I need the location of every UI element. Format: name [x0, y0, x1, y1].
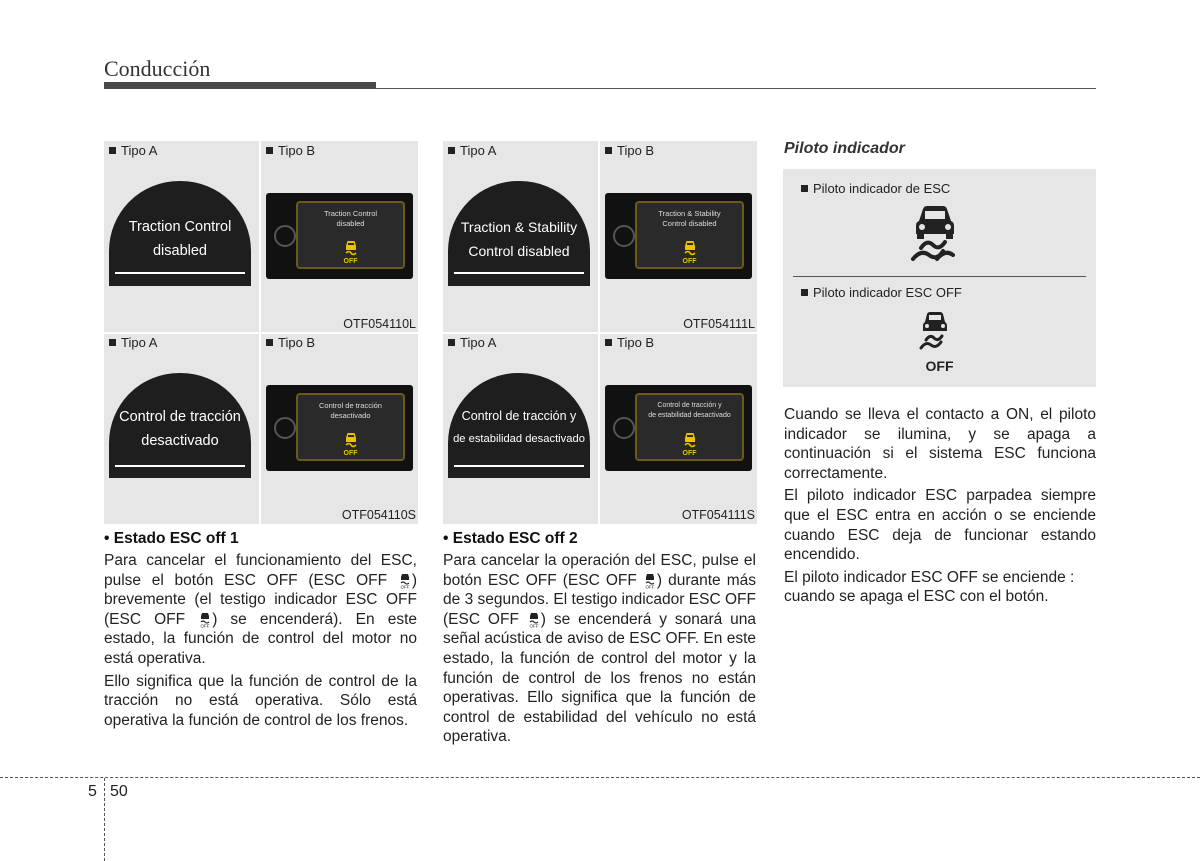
esc-off-inline-icon: [198, 610, 212, 628]
esc-off-inline-icon: [527, 610, 541, 628]
gauge-message-line2: desactivado: [141, 433, 219, 449]
type-b-label: Tipo B: [605, 143, 654, 158]
gauge-message-line2: de estabilidad desactivado: [453, 433, 585, 445]
gauge-display: [448, 373, 590, 478]
header-rule-thick: [104, 82, 376, 89]
cluster-display: [266, 385, 413, 471]
gauge-message-line1: Traction & Stability: [460, 219, 578, 235]
figure-esc-off-2: [443, 141, 757, 524]
gauge-display: [109, 181, 251, 286]
gauge-message-line1: Control de tracción y: [461, 409, 577, 423]
type-b-label: Tipo B: [605, 335, 654, 350]
svg-text:OFF: OFF: [200, 623, 210, 628]
type-a-label: Tipo A: [109, 335, 157, 350]
indicator-section-title: Piloto indicador: [784, 140, 905, 157]
gauge-message-line2: Control disabled: [468, 243, 570, 259]
footer-divider: [0, 777, 1200, 778]
figure-code: OTF054110L: [343, 317, 416, 331]
gauge-display: [109, 373, 251, 478]
esc-off-icon: [681, 237, 699, 257]
cluster-off-text: OFF: [682, 450, 697, 457]
esc-off-icon: [681, 429, 699, 449]
gauge-display: [448, 181, 590, 286]
cluster-message-line1: Control de tracción: [319, 401, 382, 410]
figure-code: OTF054111L: [683, 317, 755, 331]
svg-text:OFF: OFF: [529, 623, 539, 628]
cluster-message-line1: Traction Control: [323, 209, 378, 218]
cluster-message-line2: disabled: [336, 218, 365, 228]
figure-indicator-lights: [783, 169, 1096, 387]
text-indicator: Cuando se lleva el contacto a ON, el piloto indicador se ilumina, y se apaga a continuación si el sistema ESC funciona correctamente. El piloto indicador ESC parpadea siempre que el ESC entra en acción o se enciende cuando ESC deja de funcionar estando encendido. El piloto indicador ESC OFF se enciende : cuando se apaga el ESC con el botón.: [784, 406, 1096, 606]
cluster-message-line1: Traction & Stability: [658, 209, 721, 218]
figure-esc-off-1: [104, 141, 418, 524]
chapter-number: 5: [88, 783, 97, 800]
type-b-label: Tipo B: [266, 143, 315, 158]
cluster-message-line2: Control disabled: [662, 218, 717, 228]
figure-code: OTF054111S: [681, 508, 755, 522]
cluster-display: [605, 193, 752, 279]
svg-text:OFF: OFF: [400, 584, 410, 589]
type-a-label: Tipo A: [109, 143, 157, 158]
cluster-off-text: OFF: [682, 258, 697, 265]
cluster-off-text: OFF: [343, 450, 358, 457]
page-number: 50: [110, 783, 128, 800]
esc-off-icon-text: OFF: [925, 358, 954, 374]
cluster-message-line2: de estabilidad desactivado: [648, 411, 731, 419]
footer-vertical-divider: [104, 778, 105, 861]
cluster-display: [266, 193, 413, 279]
figure-code: OTF054110S: [341, 508, 416, 522]
type-a-label: Tipo A: [448, 335, 496, 350]
type-a-label: Tipo A: [448, 143, 496, 158]
header-rule-thin: [376, 88, 1096, 89]
gauge-message-line1: Control de tracción: [119, 409, 241, 425]
esc-indicator-label: Piloto indicador de ESC: [801, 181, 950, 196]
svg-text:OFF: OFF: [645, 584, 655, 589]
cluster-off-text: OFF: [343, 258, 358, 265]
heading-esc-off-2: • Estado ESC off 2: [443, 530, 578, 547]
type-b-label: Tipo B: [266, 335, 315, 350]
esc-off-icon: [342, 429, 360, 449]
cluster-display: [605, 385, 752, 471]
esc-off-inline-icon: [643, 571, 657, 589]
gauge-message-line2: disabled: [152, 243, 207, 259]
esc-off-inline-icon: [398, 571, 412, 589]
esc-off-indicator-icon: [917, 310, 953, 358]
esc-off-indicator-label: Piloto indicador ESC OFF: [801, 285, 962, 300]
cluster-message-line2: desactivado: [330, 410, 371, 420]
section-title: Conducción: [104, 56, 211, 81]
esc-off-icon: [342, 237, 360, 257]
gauge-message-line1: Traction Control: [128, 219, 232, 235]
esc-indicator-icon: [907, 203, 963, 263]
text-esc-off-2: Para cancelar la operación del ESC, pulse el botón ESC OFF (ESC OFF OFF ) durante más de 3 segundos. El testigo indicador ESC OFF (ESC OFF OFF ) se encenderá y sonará una señal acústica de aviso de ESC OFF. En este estado, la función de control del motor y la función de control de los frenos no están operativas. Ello significa que la función de control de estabilidad del vehículo no está operativa.: [443, 552, 756, 746]
text-esc-off-1: Para cancelar el funcionamiento del ESC, pulse el botón ESC OFF (ESC OFF OFF ) brevemente (el testigo indicador ESC OFF (ESC OFF OFF ) se encenderá). En este estado, la función de control del motor no está operativa. Ello significa que la función de control de la tracción no está operativa. Sólo está operativa la función de control de los frenos.: [104, 552, 417, 729]
cluster-message-line1: Control de tracción y: [657, 402, 722, 409]
heading-esc-off-1: • Estado ESC off 1: [104, 530, 239, 547]
